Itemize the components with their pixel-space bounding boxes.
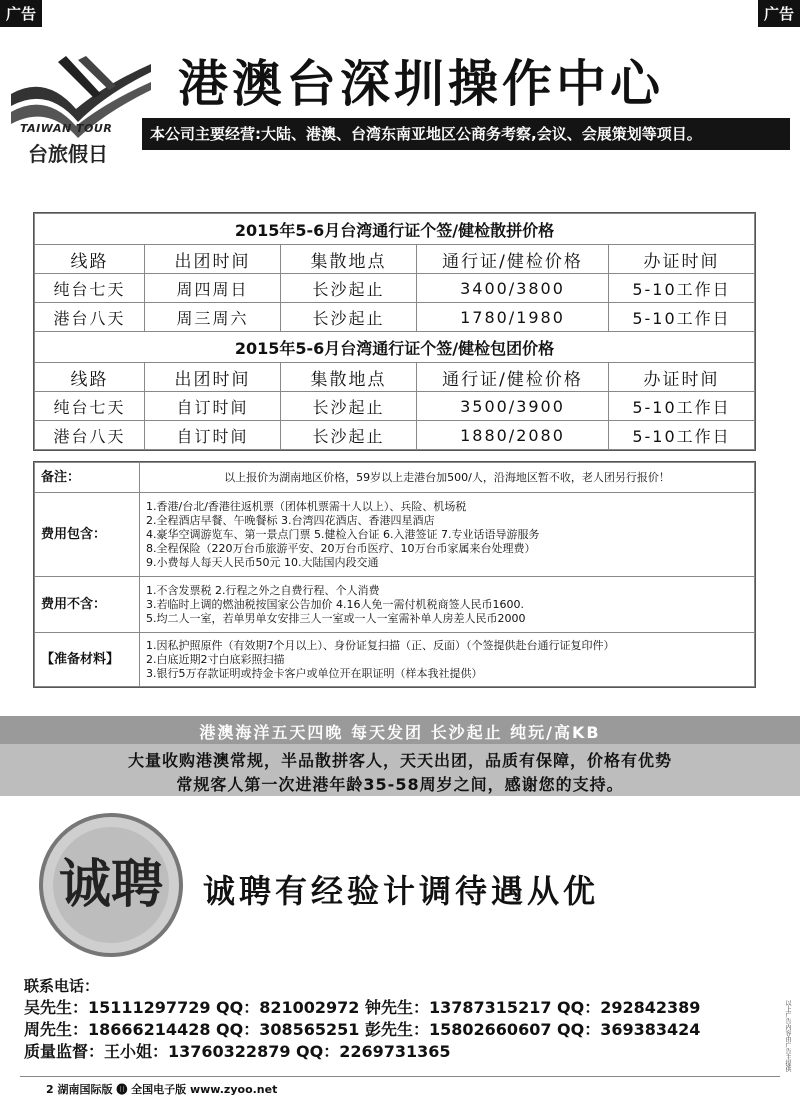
table-row: 港台八天 自订时间 长沙起止 1880/2080 5-10工作日 bbox=[35, 421, 755, 450]
footer: 2 湖南国际版 ⓫ 全国电子版 www.zyoo.net bbox=[46, 1083, 278, 1096]
center-title: 港澳台深圳操作中心 bbox=[178, 55, 664, 113]
logo-english: TAIWAN TOUR bbox=[20, 122, 113, 135]
header-depart: 出团时间 bbox=[145, 245, 281, 274]
remark-label: 备注： bbox=[35, 463, 140, 493]
contact-row: 周先生：18666214428 QQ：308565251 彭先生：15802660607 QQ：369383424 bbox=[24, 1020, 701, 1039]
section1-title: 2015年5-6月台湾通行证个签/健检散拼价格 bbox=[35, 214, 755, 245]
notes-table bbox=[33, 461, 756, 688]
promo-line-3: 常规客人第一次进港年龄35-58周岁之间，感谢您的支持。 bbox=[176, 775, 624, 794]
side-note: 以上广告内容由广告主提供 bbox=[784, 1000, 791, 1072]
header-process: 办证时间 bbox=[609, 245, 755, 274]
included-list: 1.香港/台北/香港往返机票（团体机票需十人以上）、兵险、机场税 2.全程酒店早餐、午晚餐标 3.台湾四花酒店、香港四星酒店 4.豪华空调游览车、第一景点门票 5.健检入台证 6.入港签证 7.专业话语导游服务 8.全程保险（220万台币旅游平安、20万台币医疗、10万台币家属来台处理费） 9.小费每人每天人民币50元 10.大陆国内段交通 bbox=[140, 493, 755, 577]
logo-chinese: 台旅假日 bbox=[28, 142, 108, 166]
header-route: 线路 bbox=[35, 245, 145, 274]
table-row: 纯台七天 自订时间 长沙起止 3500/3900 5-10工作日 bbox=[35, 392, 755, 421]
business-scope-bar: 本公司主要经营:大陆、港澳、台湾东南亚地区公商务考察,会议、会展策划等项目。 bbox=[142, 118, 790, 150]
section2-title: 2015年5-6月台湾通行证个签/健检包团价格 bbox=[35, 332, 755, 363]
table-row: 港台八天 周三周六 长沙起止 1780/1980 5-10工作日 bbox=[35, 303, 755, 332]
promo-line-2: 大量收购港澳常规，半品散拼客人，天天出团，品质有保障，价格有优势 bbox=[127, 751, 672, 770]
contact-block bbox=[24, 975, 700, 1063]
footer-divider bbox=[20, 1076, 780, 1077]
seal-text: 诚聘 bbox=[58, 855, 164, 915]
contact-label: 联系电话： bbox=[24, 977, 100, 995]
hiring-seal-icon bbox=[36, 810, 186, 960]
materials-label: 【准备材料】 bbox=[35, 633, 140, 687]
ad-tag-left: 广告 bbox=[0, 0, 42, 27]
materials-list: 1.因私护照原件（有效期7个月以上）、身份证复扫描（正、反面）（个签提供赴台通行证复印件） 2.白底近期2寸白底彩照扫描 3.银行5万存款证明或持金卡客户或单位开在职证明（样本我社提供） bbox=[140, 633, 755, 687]
remark-text: 以上报价为湖南地区价格，59岁以上走港台加500/人，沿海地区暂不收，老人团另行报价！ bbox=[140, 463, 755, 493]
contact-row: 质量监督：王小姐：13760322879 QQ：2269731365 bbox=[24, 1042, 451, 1061]
promo-line-1: 港澳海洋五天四晚 每天发团 长沙起止 纯玩/高KB bbox=[199, 723, 601, 742]
excluded-list: 1.不含发票税 2.行程之外之自费行程、个人消费 3.若临时上调的燃油税按国家公告加价 4.16人免一需付机税商签人民币1600. 5.均二人一室，若单男单女安排三人一室或一人一室需补单人房差人民币2000 bbox=[140, 577, 755, 633]
header-price: 通行证/健检价格 bbox=[417, 245, 609, 274]
hiring-text: 诚聘有经验计调待遇从优 bbox=[203, 872, 600, 910]
price-table: 2015年5-6月台湾通行证个签/健检散拼价格 线路 出团时间 集散地点 通行证/健检价格 办证时间 纯台七天 周四周日 长沙起止 3400/3800 5-10工作日 港台八天 周三周六 长沙起止 1780/1980 5-10工作日 2015年5-6月台湾通行证个签/健检包团价格 线路 出团时间 集散地点 通行证/健检价格 办证时间 纯台七天 自订时间 长沙起止 3500/3900 5-10工作日 港台八天 自订时间 长沙起止 1880/2080 5-10工作日 bbox=[33, 212, 756, 451]
header-meet: 集散地点 bbox=[281, 245, 417, 274]
ad-tag-right: 广告 bbox=[758, 0, 800, 27]
table-row: 纯台七天 周四周日 长沙起止 3400/3800 5-10工作日 bbox=[35, 274, 755, 303]
contact-row: 吴先生：15111297729 QQ：821002972 钟先生：13787315217 QQ：292842389 bbox=[24, 998, 701, 1017]
excluded-label: 费用不含： bbox=[35, 577, 140, 633]
included-label: 费用包含： bbox=[35, 493, 140, 577]
